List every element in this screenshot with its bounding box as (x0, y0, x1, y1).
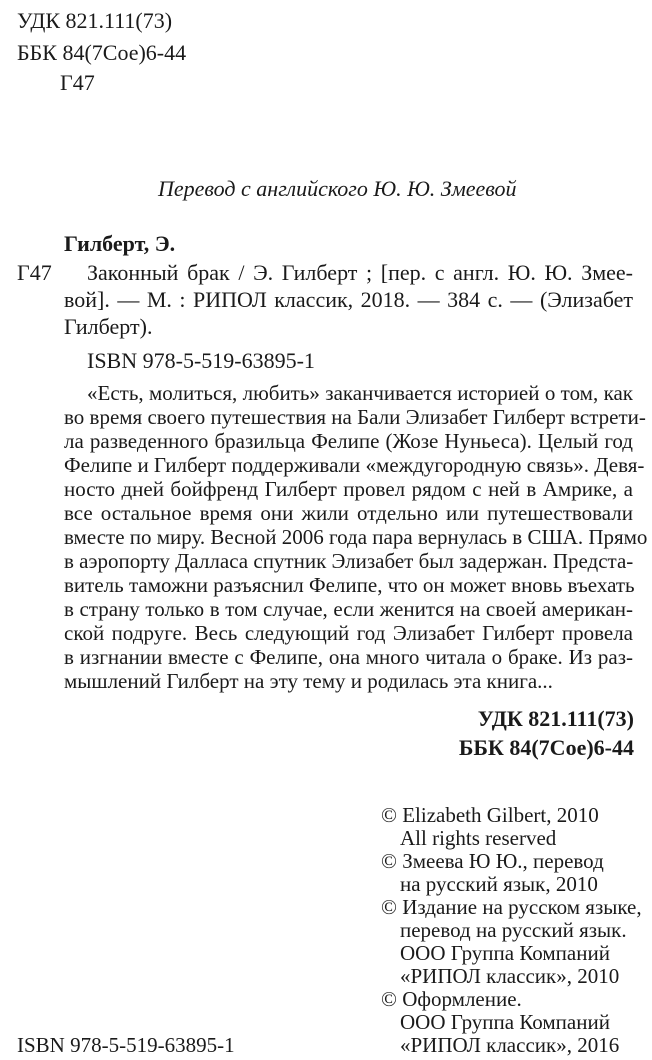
copyright-line-10: ООО Группа Компаний (400, 1010, 610, 1034)
annotation-line-1: «Есть, молиться, любить» заканчивается историей о том, как (87, 381, 633, 405)
annotation-line-13: мышлений Гилберт на эту тему и родилась эта книга... (64, 669, 553, 693)
copyright-line-4: на русский язык, 2010 (400, 872, 598, 896)
annotation-line-12: в изгнании вместе с Фелипе, она много читала о браке. Из раз- (64, 645, 633, 669)
copyright-line-9: © Оформление. (381, 987, 522, 1011)
annotation-line-2: во время своего путешествия на Бали Элизабет Гилберт встрети- (64, 405, 646, 429)
copyright-line-11: «РИПОЛ классик», 2016 (400, 1033, 620, 1057)
header-author-mark: Г47 (60, 70, 95, 95)
copyright-line-8: «РИПОЛ классик», 2010 (400, 964, 620, 988)
record-isbn: ISBN 978-5-519-63895-1 (87, 348, 315, 373)
copyright-line-1: © Elizabeth Gilbert, 2010 (381, 803, 599, 827)
translation-note: Перевод с английского Ю. Ю. Змеевой (158, 176, 517, 201)
annotation-line-11: ской подруге. Весь следующий год Элизабет Гилберт провела (64, 621, 633, 645)
author-heading: Гилберт, Э. (64, 231, 176, 256)
classification-bbk: ББК 84(7Сое)6-44 (458, 735, 634, 760)
annotation-line-9: витель таможни разъяснил Фелипе, что он может вновь въехать (64, 573, 635, 597)
annotation-line-10: в страну только в том случае, если женится на своей американ- (64, 597, 633, 621)
annotation-line-8: в аэропорту Далласа спутник Элизабет был задержан. Предста- (64, 549, 634, 573)
footer-isbn: ISBN 978-5-519-63895-1 (17, 1033, 235, 1057)
annotation-line-5: носто дней бойфренд Гилберт провел рядом с ней в Амрике, а (64, 477, 633, 501)
annotation-line-6: все остальное время они жили отдельно или путешествовали (64, 501, 633, 525)
header-bbk: ББК 84(7Сое)6-44 (17, 40, 187, 65)
classification-udk: УДК 821.111(73) (477, 706, 634, 731)
record-line-2: вой]. — М. : РИПОЛ классик, 2018. — 384 с. — (Элизабет (64, 287, 633, 312)
record-author-mark: Г47 (17, 260, 52, 285)
copyright-line-5: © Издание на русском языке, (381, 895, 642, 919)
copyright-line-3: © Змеева Ю Ю., перевод (381, 849, 604, 873)
annotation-line-4: Фелипе и Гилберт поддерживали «междугородную связь». Девя- (64, 453, 645, 477)
annotation-line-3: ла разведенного бразильца Фелипе (Жозе Нуньеса). Целый год (64, 429, 633, 453)
header-udk: УДК 821.111(73) (17, 8, 173, 33)
copyright-line-7: ООО Группа Компаний (400, 941, 610, 965)
copyright-line-6: перевод на русский язык. (400, 918, 627, 942)
copyright-line-2: All rights reserved (400, 826, 557, 850)
record-line-3: Гилберт). (64, 314, 153, 339)
annotation-line-7: вместе по миру. Весной 2006 года пара вернулась в США. Прямо (64, 525, 648, 549)
record-line-1: Законный брак / Э. Гилберт ; [пер. с англ. Ю. Ю. Змее- (87, 260, 633, 285)
